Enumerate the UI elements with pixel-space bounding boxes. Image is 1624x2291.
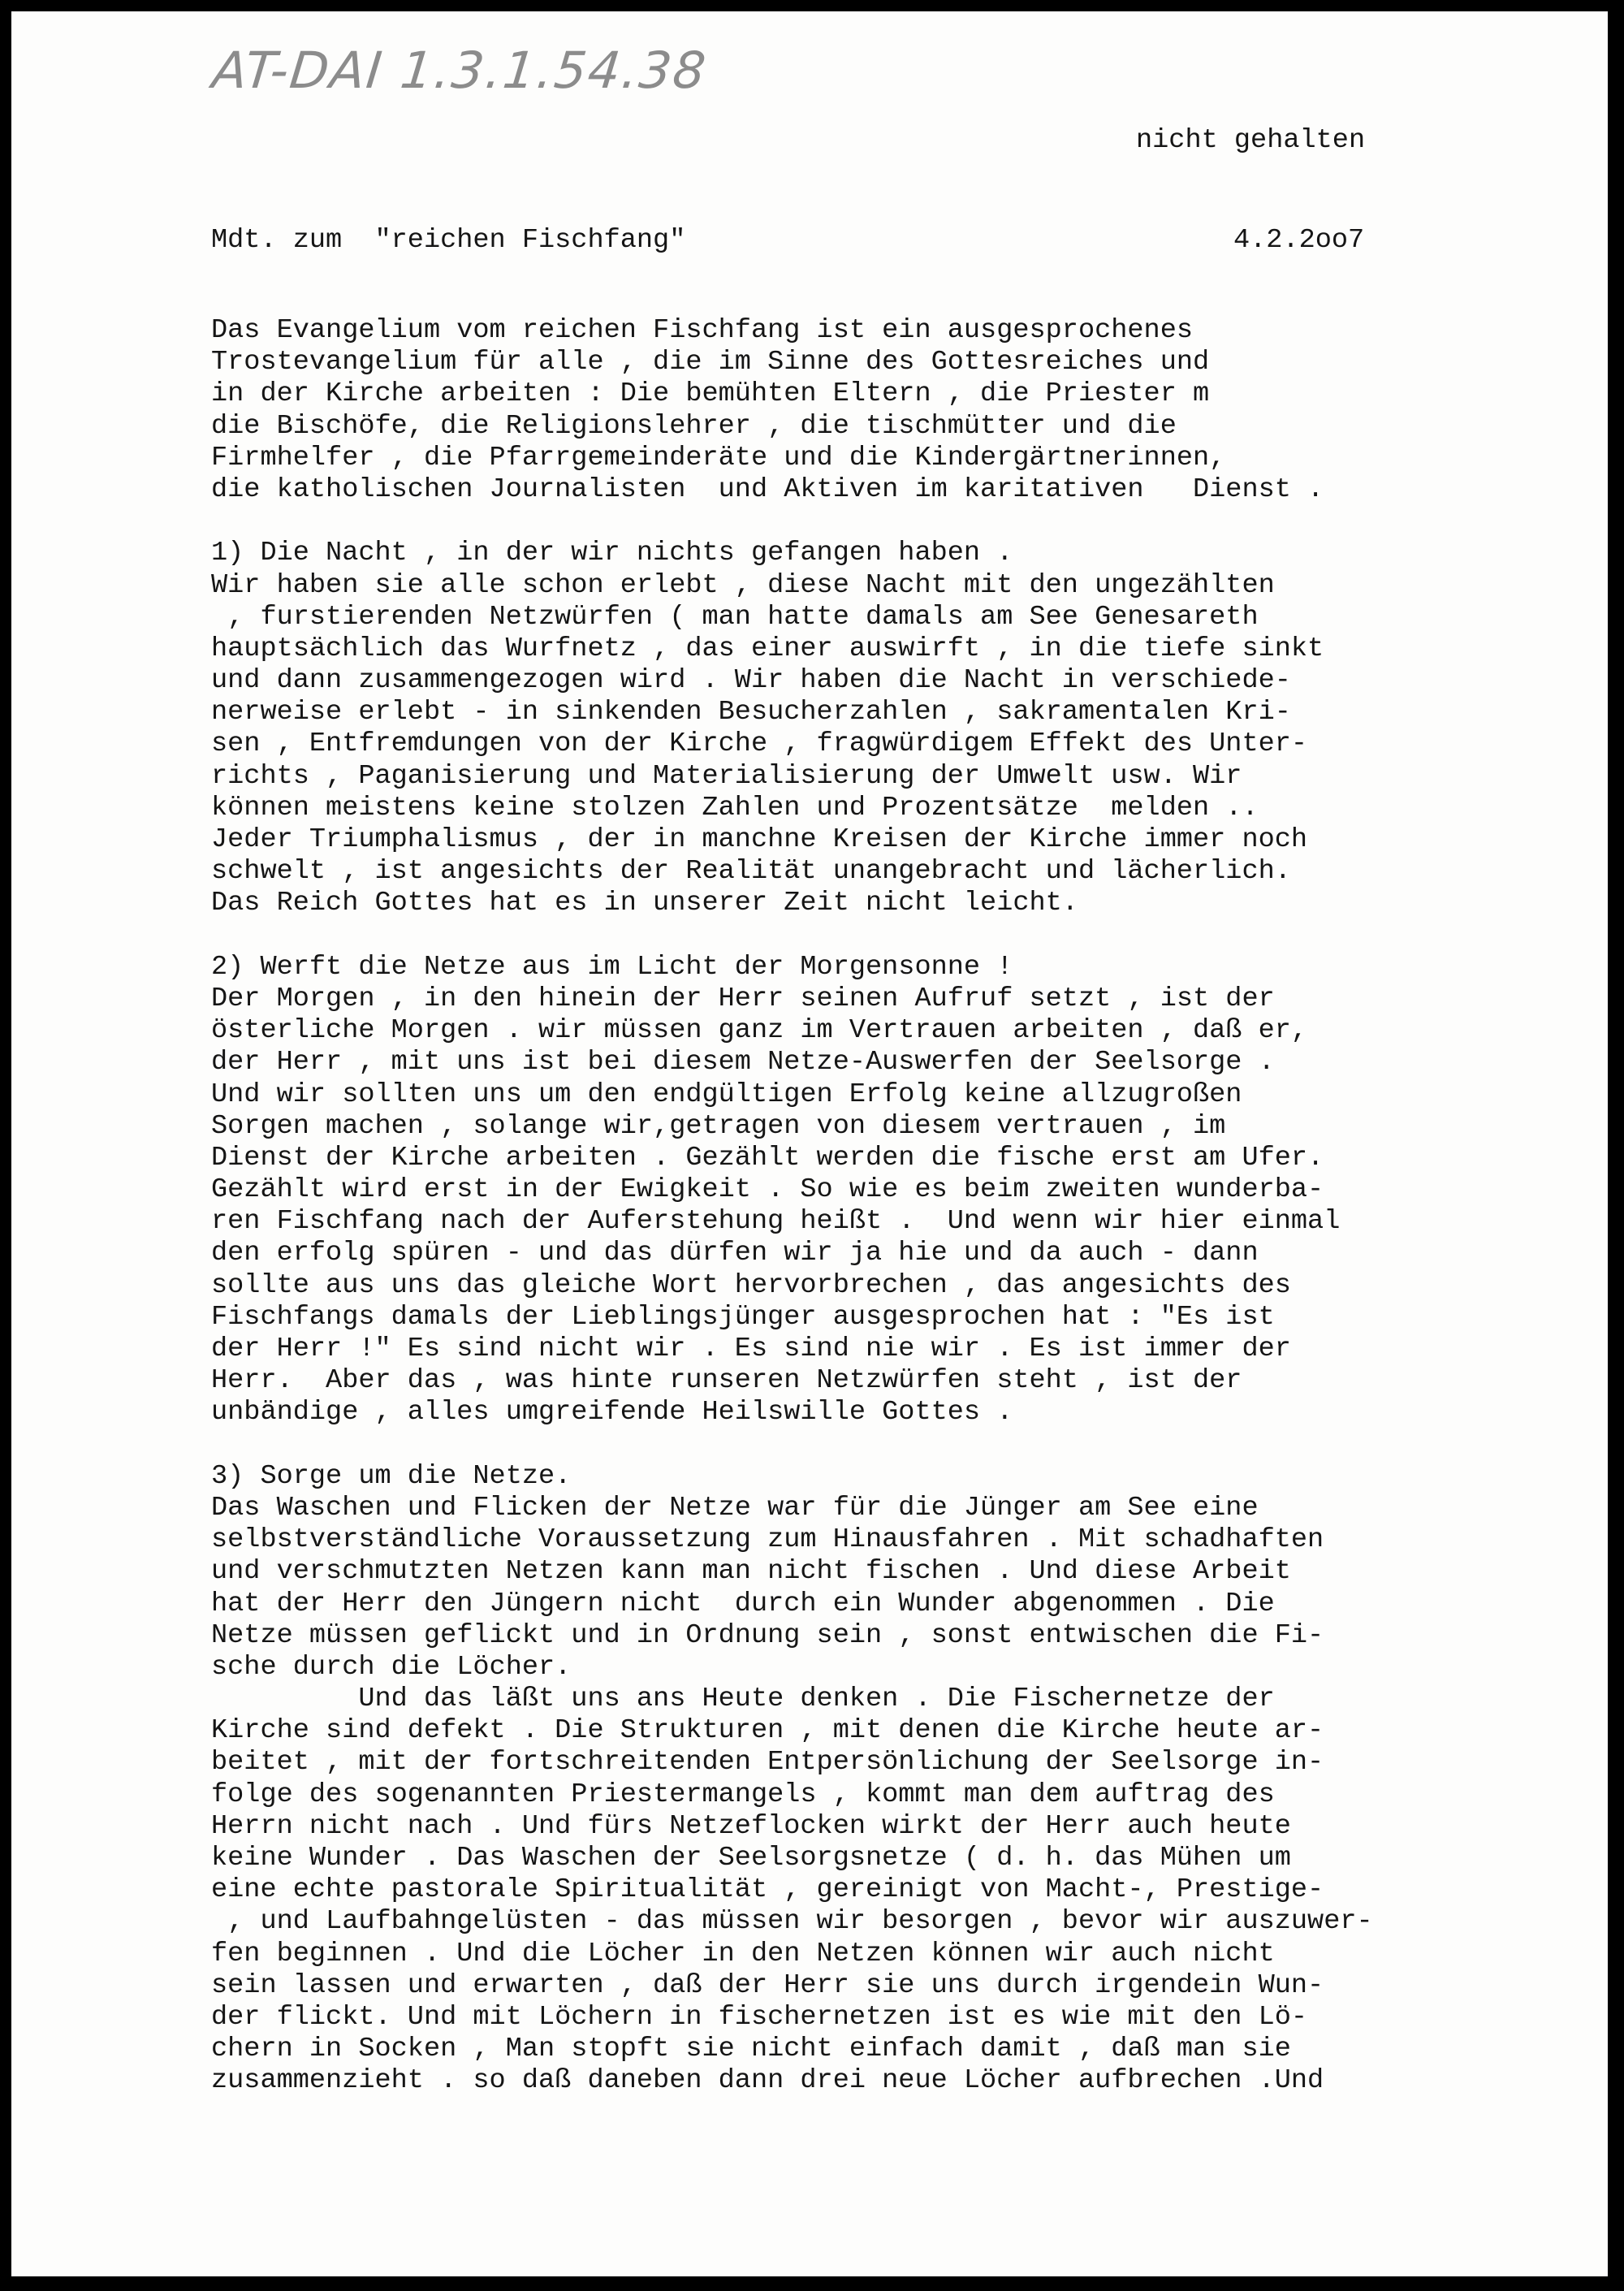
document-date: 4.2.2oo7 bbox=[1233, 225, 1365, 256]
text-line: Sorgen machen , solange wir,getragen von diesem vertrauen , im bbox=[211, 1110, 1226, 1142]
text-line: Und das läßt uns ans Heute denken . Die Fischernetze der bbox=[211, 1684, 1275, 1715]
text-line: Das Evangelium vom reichen Fischfang ist ein ausgesprochenes bbox=[211, 315, 1194, 346]
text-line: chern in Socken , Man stopft sie nicht einfach damit , daß man sie bbox=[211, 2034, 1291, 2065]
text-line: folge des sogenannten Priestermangels , kommt man dem auftrag des bbox=[211, 1779, 1275, 1810]
document-page bbox=[11, 11, 1608, 2276]
text-line: Herr. Aber das , was hinte runseren Netzwürfen steht , ist der bbox=[211, 1365, 1242, 1397]
paragraph-section-2 bbox=[211, 952, 1583, 1429]
text-line: Kirche sind defekt . Die Strukturen , mit denen die Kirche heute ar- bbox=[211, 1715, 1324, 1747]
text-line: Wir haben sie alle schon erlebt , diese Nacht mit den ungezählten bbox=[211, 569, 1275, 601]
text-line: Der Morgen , in den hinein der Herr seinen Aufruf setzt , ist der bbox=[211, 983, 1275, 1014]
text-line: ren Fischfang nach der Auferstehung heißt . Und wenn wir hier einmal bbox=[211, 1206, 1341, 1238]
text-line: fen beginnen . Und die Löcher in den Netzen können wir auch nicht bbox=[211, 1938, 1275, 1969]
text-line: der Herr , mit uns ist bei diesem Netze-Auswerfen der Seelsorge . bbox=[211, 1047, 1275, 1078]
text-line: eine echte pastorale Spiritualität , gereinigt von Macht-, Prestige- bbox=[211, 1874, 1324, 1906]
text-line: unbändige , alles umgreifende Heilswille Gottes . bbox=[211, 1397, 1013, 1429]
text-line: Das Reich Gottes hat es in unserer Zeit nicht leicht. bbox=[211, 888, 1078, 919]
paragraph-section-3 bbox=[211, 1461, 1583, 2098]
document-title: Mdt. zum "reichen Fischfang" bbox=[211, 225, 686, 256]
text-line: sen , Entfremdungen von der Kirche , fragwürdigem Effekt des Unter- bbox=[211, 728, 1308, 760]
text-line: , und Laufbahngelüsten - das müssen wir besorgen , bevor wir auszuwer- bbox=[211, 1906, 1373, 1938]
text-line: sein lassen und erwarten , daß der Herr sie uns durch irgendein Wun- bbox=[211, 1969, 1324, 2001]
text-line: Fischfangs damals der Lieblingsjünger ausgesprochen hat : "Es ist bbox=[211, 1301, 1275, 1333]
text-line: und dann zusammengezogen wird . Wir haben die Nacht in verschiede- bbox=[211, 665, 1291, 697]
text-line: hat der Herr den Jüngern nicht durch ein Wunder abgenommen . Die bbox=[211, 1588, 1275, 1619]
text-line: Jeder Triumphalismus , der in manchne Kreisen der Kirche immer noch bbox=[211, 824, 1308, 855]
text-line: Und wir sollten uns um den endgültigen Erfolg keine allzugroßen bbox=[211, 1078, 1242, 1110]
text-line: und verschmutzten Netzen kann man nicht fischen . Und diese Arbeit bbox=[211, 1556, 1291, 1588]
text-line: nerweise erlebt - in sinkenden Besucherzahlen , sakramentalen Kri- bbox=[211, 697, 1291, 728]
text-line: Das Waschen und Flicken der Netze war für die Jünger am See eine bbox=[211, 1492, 1259, 1524]
paragraph-intro bbox=[211, 315, 1583, 506]
text-line: selbstverständliche Voraussetzung zum Hinausfahren . Mit schadhaften bbox=[211, 1524, 1324, 1556]
section-heading: 3) Sorge um die Netze. bbox=[211, 1460, 572, 1492]
text-line: den erfolg spüren - und das dürfen wir ja hie und da auch - dann bbox=[211, 1238, 1259, 1269]
text-line: beitet , mit der fortschreitenden Entpersönlichung der Seelsorge in- bbox=[211, 1747, 1324, 1779]
text-line: schwelt , ist angesichts der Realität unangebracht und lächerlich. bbox=[211, 856, 1291, 888]
text-line: , furstierenden Netzwürfen ( man hatte damals am See Genesareth bbox=[211, 601, 1259, 633]
text-line: hauptsächlich das Wurfnetz , das einer auswirft , in die tiefe sinkt bbox=[211, 633, 1324, 664]
text-line: sche durch die Löcher. bbox=[211, 1651, 572, 1683]
section-heading: 2) Werft die Netze aus im Licht der Morgensonne ! bbox=[211, 951, 1013, 983]
text-line: Herrn nicht nach . Und fürs Netzeflocken wirkt der Herr auch heute bbox=[211, 1810, 1291, 1842]
text-line: Firmhelfer , die Pfarrgemeinderäte und die Kindergärtnerinnen, bbox=[211, 442, 1226, 473]
text-line: der Herr !" Es sind nicht wir . Es sind nie wir . Es ist immer der bbox=[211, 1334, 1291, 1364]
archive-signature: AT-DAI 1.3.1.54.38 bbox=[209, 41, 710, 100]
text-line: können meistens keine stolzen Zahlen und Prozentsätze melden .. bbox=[211, 792, 1259, 823]
text-line: zusammenzieht . so daß daneben dann drei neue Löcher aufbrechen .Und bbox=[211, 2065, 1324, 2097]
status-note: nicht gehalten bbox=[1136, 125, 1366, 156]
text-line: der flickt. Und mit Löchern in fischernetzen ist es wie mit den Lö- bbox=[211, 2001, 1308, 2033]
text-line: keine Wunder . Das Waschen der Seelsorgsnetze ( d. h. das Mühen um bbox=[211, 1843, 1291, 1874]
section-heading: 1) Die Nacht , in der wir nichts gefangen haben . bbox=[211, 538, 1013, 569]
paragraph-section-1 bbox=[211, 538, 1583, 919]
text-line: Gezählt wird erst in der Ewigkeit . So wie es beim zweiten wunderba- bbox=[211, 1174, 1324, 1206]
text-line: Netze müssen geflickt und in Ordnung sein , sonst entwischen die Fi- bbox=[211, 1619, 1324, 1651]
text-line: in der Kirche arbeiten : Die bemühten Eltern , die Priester m bbox=[211, 378, 1210, 410]
text-line: Trostevangelium für alle , die im Sinne des Gottesreiches und bbox=[211, 347, 1210, 378]
body-text bbox=[211, 315, 1583, 2098]
text-line: sollte aus uns das gleiche Wort hervorbrechen , das angesichts des bbox=[211, 1269, 1291, 1301]
text-line: die katholischen Journalisten und Aktiven im karitativen Dienst . bbox=[211, 473, 1324, 505]
text-line: die Bischöfe, die Religionslehrer , die tischmütter und die bbox=[211, 410, 1177, 442]
text-line: Dienst der Kirche arbeiten . Gezählt werden die fische erst am Ufer. bbox=[211, 1142, 1324, 1174]
text-line: richts , Paganisierung und Materialisierung der Umwelt usw. Wir bbox=[211, 760, 1242, 792]
text-line: österliche Morgen . wir müssen ganz im Vertrauen arbeiten , daß er, bbox=[211, 1015, 1308, 1047]
